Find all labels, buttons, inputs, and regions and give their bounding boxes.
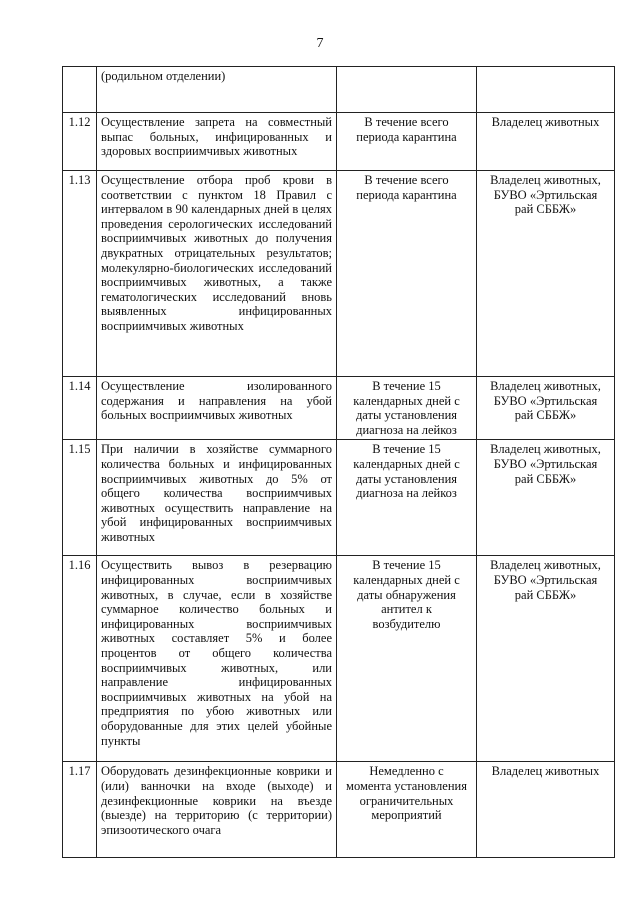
term-text: Немедленно с момента установления ограничительных мероприятий bbox=[337, 762, 477, 858]
responsible-text: Владелец животных bbox=[477, 762, 615, 858]
responsible-text: Владелец животных, БУВО «Эртильская рай СББЖ» bbox=[477, 171, 615, 377]
table-row bbox=[63, 762, 615, 858]
measure-text: Осуществление отбора проб крови в соответствии с пунктом 18 Правил с интервалом в 90 календарных дней в целях проведения серологических исследований восприимчивых животных до получения двукратных отрицательных результатов; молекулярно-биологических исследований восприимчивых животных, а также гематологических исследований вновь выявленных инфицированных восприимчивых животных bbox=[97, 171, 337, 377]
term-text: В течение всего периода карантина bbox=[337, 113, 477, 171]
responsible-text: Владелец животных, БУВО «Эртильская рай СББЖ» bbox=[477, 440, 615, 556]
measure-text: (родильном отделении) bbox=[97, 67, 337, 113]
table-row bbox=[63, 377, 615, 440]
term-text: В течение 15 календарных дней с даты обнаружения антител к возбудителю bbox=[337, 556, 477, 762]
measure-text: При наличии в хозяйстве суммарного количества больных и инфицированных восприимчивых животных до 5% от общего количества восприимчивых животных осуществить направление на убой инфицированных восприимчивых животных bbox=[97, 440, 337, 556]
measures-table bbox=[62, 66, 615, 858]
row-number bbox=[63, 67, 97, 113]
responsible-text: Владелец животных, БУВО «Эртильская рай СББЖ» bbox=[477, 556, 615, 762]
term-text: В течение всего периода карантина bbox=[337, 171, 477, 377]
measure-text: Осуществить вывоз в резервацию инфицированных восприимчивых животных, в случае, если в хозяйстве суммарное количество больных и инфицированных восприимчивых животных составляет 5% и более процентов от общего количества восприимчивых животных, или направление инфицированных восприимчивых животных на убой на предприятия по убою животных или оборудованные для этих целей убойные пункты bbox=[97, 556, 337, 762]
row-number: 1.14 bbox=[63, 377, 97, 440]
term-text: В течение 15 календарных дней с даты установления диагноза на лейкоз bbox=[337, 377, 477, 440]
table-row bbox=[63, 113, 615, 171]
row-number: 1.13 bbox=[63, 171, 97, 377]
table-row bbox=[63, 67, 615, 113]
responsible-text bbox=[477, 67, 615, 113]
measure-text: Осуществление изолированного содержания и направления на убой больных восприимчивых животных bbox=[97, 377, 337, 440]
table-row bbox=[63, 440, 615, 556]
row-number: 1.15 bbox=[63, 440, 97, 556]
table-row bbox=[63, 556, 615, 762]
row-number: 1.16 bbox=[63, 556, 97, 762]
row-number: 1.17 bbox=[63, 762, 97, 858]
table-row bbox=[63, 171, 615, 377]
row-number: 1.12 bbox=[63, 113, 97, 171]
responsible-text: Владелец животных, БУВО «Эртильская рай СББЖ» bbox=[477, 377, 615, 440]
measure-text: Оборудовать дезинфекционные коврики и (или) ванночки на входе (выходе) и дезинфекционные коврики на въезде (выезде) на территорию (с территории) эпизоотического очага bbox=[97, 762, 337, 858]
responsible-text: Владелец животных bbox=[477, 113, 615, 171]
measure-text: Осуществление запрета на совместный выпас больных, инфицированных и здоровых восприимчивых животных bbox=[97, 113, 337, 171]
term-text: В течение 15 календарных дней с даты установления диагноза на лейкоз bbox=[337, 440, 477, 556]
term-text bbox=[337, 67, 477, 113]
page-number: 7 bbox=[316, 36, 324, 51]
